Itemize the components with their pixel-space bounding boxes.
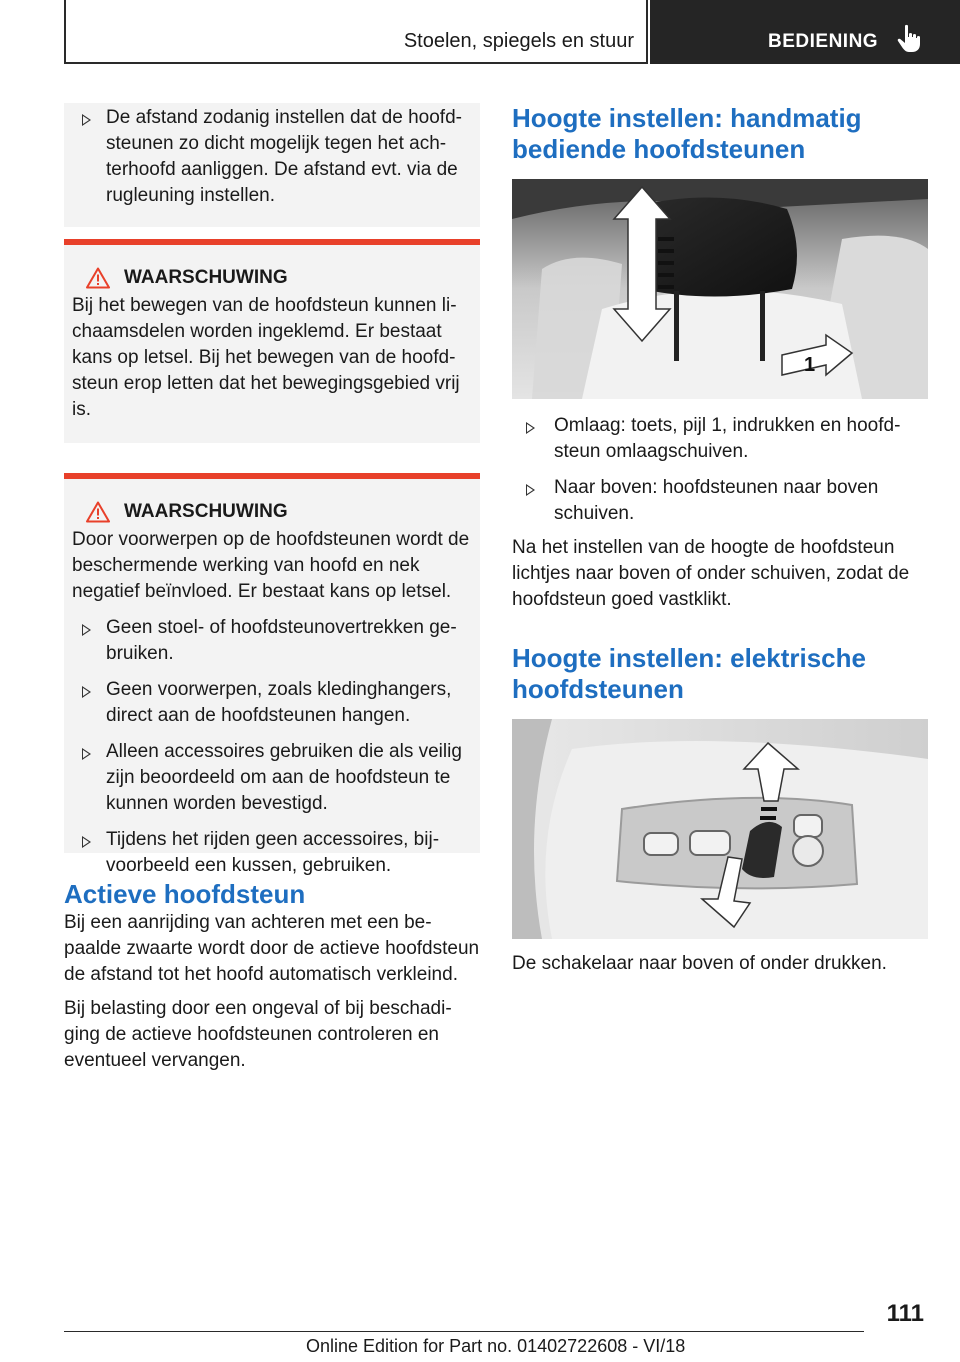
list-item: Naar boven: hoofdsteunen naar boven schuiven. (512, 475, 928, 527)
intro-list (72, 105, 472, 209)
body-text: Bij een aanrijding van achteren met een bepaalde zwaarte wordt door de actieve hoofdsteun de afstand tot het hoofd automatisch verkleind. (64, 912, 480, 985)
list-item: Geen voorwerpen, zoals kledinghangers, direct aan de hoofdsteunen hangen. (72, 677, 472, 729)
chapter-tab-label: BEDIENING (768, 31, 879, 52)
intro-box (64, 103, 480, 227)
section-heading: Hoogte instellen: handmatig bediende hoofdsteunen (512, 103, 862, 164)
body-text: Bij belasting door een ongeval of bij beschadiging de actieve hoofdsteunen controleren en eventueel vervangen. (64, 998, 452, 1071)
header-frame (64, 0, 648, 64)
list-item: De afstand zodanig instellen dat de hoofdsteunen zo dicht mogelijk tegen het achterhoofd aanliggen. De afstand evt. via de rugleuning instellen. (72, 105, 472, 209)
edition-note: Online Edition for Part no. 01402722608 - VI/18 (306, 1336, 686, 1356)
list-item: Geen stoel- of hoofdsteunovertrekken gebruiken. (72, 615, 472, 667)
left-column (64, 103, 480, 1074)
warning-text: Door voorwerpen op de hoofdsteunen wordt de beschermende werking van hoofd en nek negatief beïnvloed. Er bestaat kans op letsel. (72, 529, 470, 602)
hand-pointer-icon (896, 24, 922, 54)
warning-title: WAARSCHUWING (72, 265, 472, 291)
bullet-triangle-icon (526, 484, 535, 496)
chapter-tab[interactable] (650, 0, 960, 64)
warning-title: WAARSCHUWING (72, 499, 472, 525)
right-column (512, 103, 928, 977)
warning-triangle-icon (86, 501, 110, 523)
warning-text: Bij het bewegen van de hoofdsteun kunnen lichaamsdelen worden ingeklemd. Er bestaat kans op letsel. Bij het bewegen van de hoofdsteun erop letten dat het bewegingsgebied vrij is. (72, 295, 460, 420)
list-item: Tijdens het rijden geen accessoires, bijvoorbeeld een kussen, gebruiken. (72, 827, 472, 879)
bullet-triangle-icon (82, 748, 91, 760)
warning-box (64, 239, 480, 443)
bullet-triangle-icon (82, 836, 91, 848)
callout-number-1: 1 (804, 354, 816, 376)
warning-box-2 (64, 473, 480, 876)
body-text: De schakelaar naar boven of onder drukken. (512, 953, 887, 974)
footer-divider (64, 1331, 864, 1332)
section-heading: Actieve hoofdsteun (64, 879, 306, 909)
manual-list (512, 413, 928, 527)
bullet-triangle-icon (82, 624, 91, 636)
list-item: Omlaag: toets, pijl 1, indrukken en hoofdsteun omlaagschuiven. (512, 413, 928, 465)
body-text: Na het instellen van de hoogte de hoofdsteun lichtjes naar boven of onder schuiven, zodat de hoofdsteun goed vastklikt. (512, 537, 910, 610)
section-heading: Hoogte instellen: elektrische hoofdsteunen (512, 643, 866, 704)
bullet-triangle-icon (82, 686, 91, 698)
bullet-triangle-icon (82, 114, 91, 126)
headrest-electric-illustration (512, 719, 928, 939)
warning-list (72, 615, 472, 879)
bullet-triangle-icon (526, 422, 535, 434)
page-number: 111 (886, 1300, 924, 1327)
headrest-manual-illustration (512, 179, 928, 399)
warning-triangle-icon (86, 267, 110, 289)
list-item: Alleen accessoires gebruiken die als veilig zijn beoordeeld om aan de hoofdsteun te kunnen worden bevestigd. (72, 739, 472, 817)
section-title: Stoelen, spiegels en stuur (403, 30, 634, 52)
